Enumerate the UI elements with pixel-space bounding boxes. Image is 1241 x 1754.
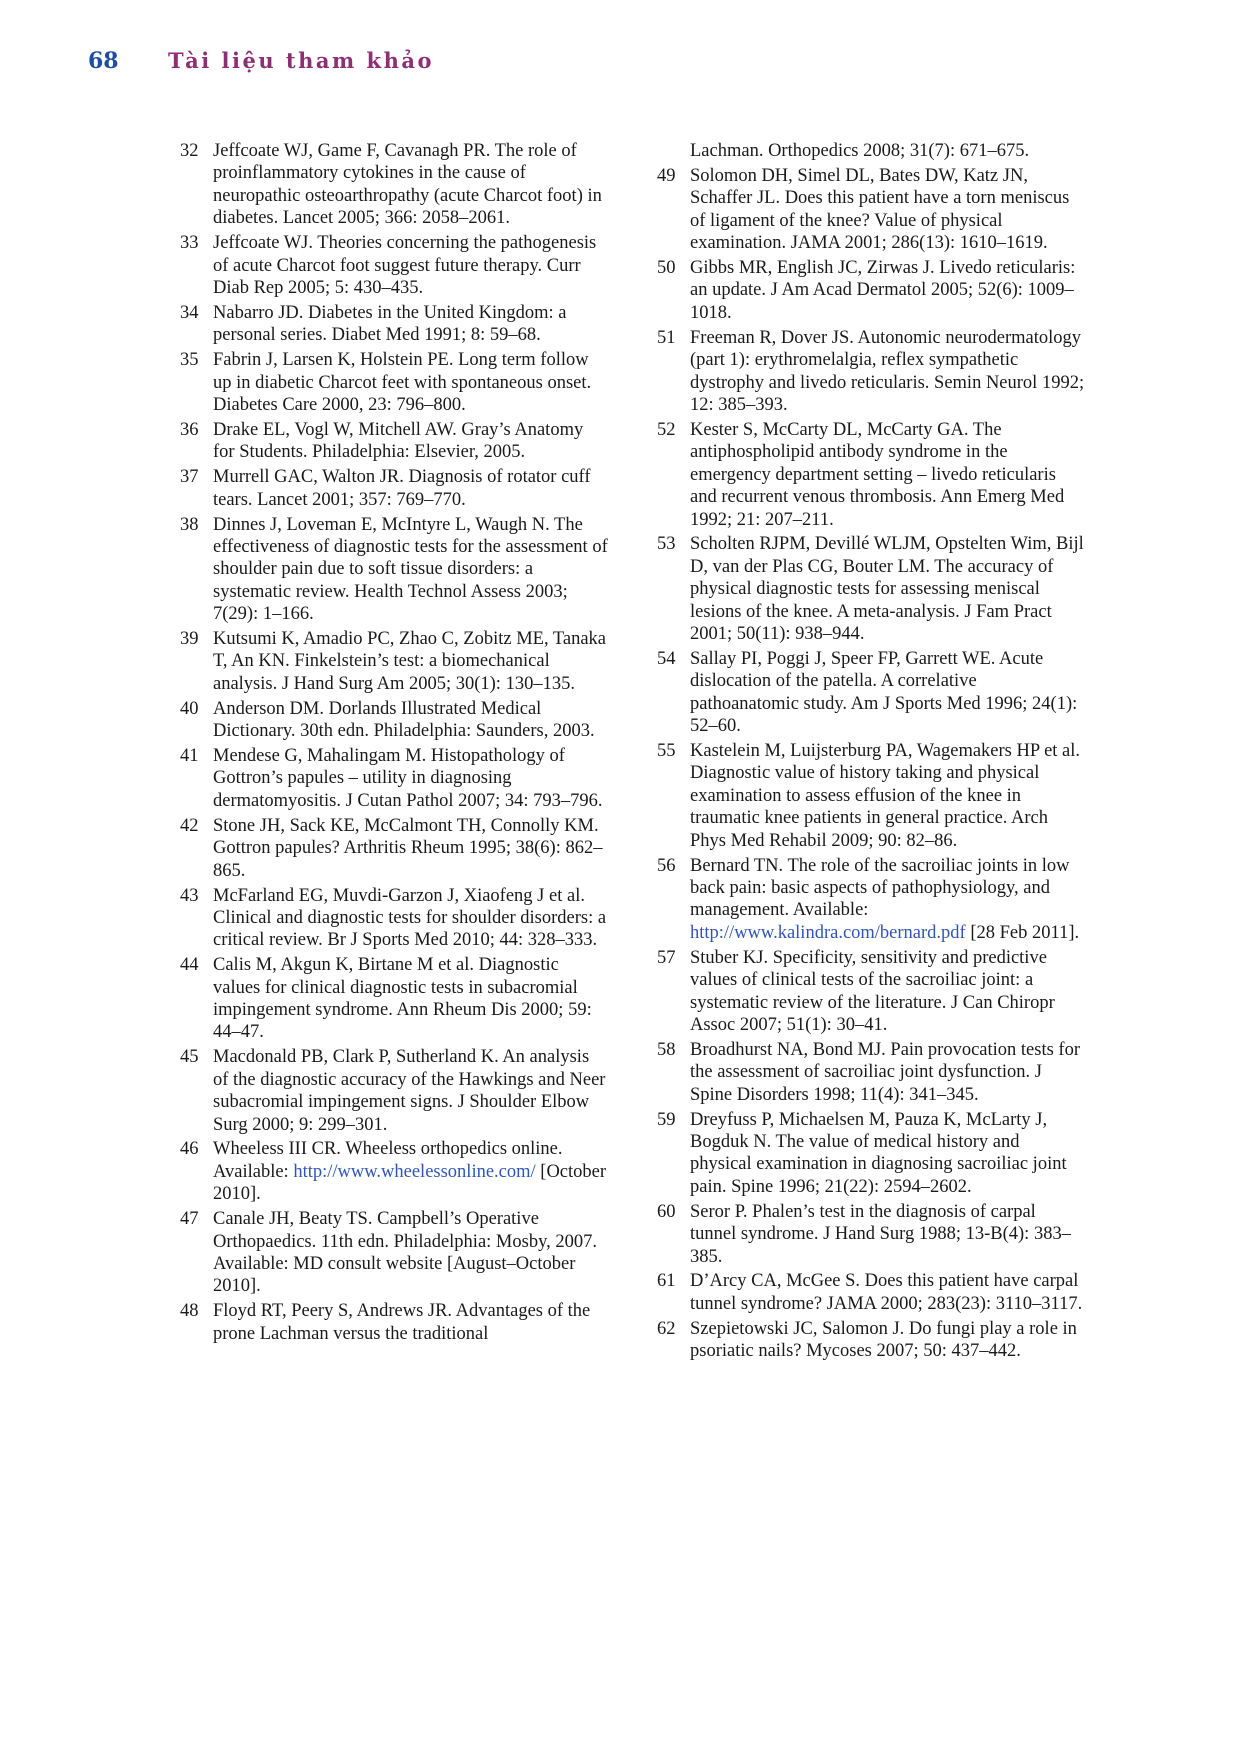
reference-text: McFarland EG, Muvdi-Garzon J, Xiaofeng J et al. Clinical and diagnostic tests for shoulder disorders: a critical review. Br J Sports Med 2010; 44: 328–333. [213, 885, 607, 951]
reference-item [655, 740, 1085, 852]
reference-number: 48 [180, 1301, 199, 1322]
reference-item [178, 745, 608, 812]
reference-item [655, 419, 1085, 531]
reference-text: Szepietowski JC, Salomon J. Do fungi play a role in psoriatic nails? Mycoses 2007; 50: 437–442. [690, 1318, 1077, 1362]
reference-text: Freeman R, Dover JS. Autonomic neurodermatology (part 1): erythromelalgia, reflex sympathetic dystrophy and livedo reticularis. Semin Neurol 1992; 12: 385–393. [690, 327, 1085, 415]
reference-number: 35 [180, 350, 199, 371]
reference-item [178, 1046, 608, 1136]
reference-number: 45 [180, 1047, 199, 1068]
reference-text: [28 Feb 2011]. [965, 922, 1080, 943]
reference-text: Anderson DM. Dorlands Illustrated Medical Dictionary. 30th edn. Philadelphia: Saunders, 2003. [213, 698, 595, 742]
reference-text: Scholten RJPM, Devillé WLJM, Opstelten Wim, Bijl D, van der Plas CG, Bouter LM. The accuracy of physical diagnostic tests for assessing meniscal lesions of the knee. A meta-analysis. J Fam Pract 2001; 50(11): 938–944. [690, 534, 1084, 645]
reference-text: Kutsumi K, Amadio PC, Zhao C, Zobitz ME, Tanaka T, An KN. Finkelstein’s test: a biomechanical analysis. J Hand Surg Am 2005; 30(1): 130–135. [213, 629, 606, 694]
reference-item [655, 947, 1085, 1037]
reference-text: Bernard TN. The role of the sacroiliac joints in low back pain: basic aspects of pathophysiology, and management. Available: [690, 855, 1070, 921]
reference-item [655, 1109, 1085, 1199]
reference-text: Nabarro JD. Diabetes in the United Kingdom: a personal series. Diabet Med 1991; 8: 59–68. [213, 302, 567, 346]
reference-item [655, 1318, 1085, 1363]
reference-text: Seror P. Phalen’s test in the diagnosis of carpal tunnel syndrome. J Hand Surg 1988; 13-B(4): 383–385. [690, 1201, 1071, 1267]
reference-item [178, 1208, 608, 1298]
reference-text: Solomon DH, Simel DL, Bates DW, Katz JN, Schaffer JL. Does this patient have a torn meniscus of ligament of the knee? Value of physical examination. JAMA 2001; 286(13): 1610–1619. [690, 165, 1070, 254]
reference-text: Stuber KJ. Specificity, sensitivity and predictive values of clinical tests of the sacroiliac joint: a systematic review of the literature. J Can Chiropr Assoc 2007; 51(1): 30–41. [690, 947, 1055, 1035]
reference-item [655, 1201, 1085, 1268]
reference-text: Kester S, McCarty DL, McCarty GA. The antiphospholipid antibody syndrome in the emergency department setting – livedo reticularis and recurrent venous thrombosis. Ann Emerg Med 1992; 21: 207–211. [690, 419, 1065, 530]
reference-item [655, 648, 1085, 738]
running-title: Tài liệu tham khảo [168, 48, 434, 73]
reference-number: 58 [657, 1039, 676, 1060]
reference-text: Mendese G, Mahalingam M. Histopathology of Gottron’s papules – utility in diagnosing dermatomyositis. J Cutan Pathol 2007; 34: 793–796. [213, 746, 603, 811]
reference-text: [October 2010]. [213, 1161, 607, 1205]
reference-number: 51 [657, 327, 676, 348]
reference-text: Jeffcoate WJ, Game F, Cavanagh PR. The role of proinflammatory cytokines in the cause of neuropathic osteoarthropathy (acute Charcot foot) in diabetes. Lancet 2005; 366: 2058–2061. [213, 141, 602, 229]
reference-number: 44 [180, 955, 199, 976]
reference-item [178, 349, 608, 416]
reference-item [178, 628, 608, 695]
reference-item [655, 165, 1085, 255]
reference-number: 43 [180, 885, 199, 906]
reference-item [178, 140, 608, 230]
reference-item [178, 698, 608, 743]
reference-number: 39 [180, 629, 199, 650]
reference-number: 41 [180, 746, 199, 767]
reference-text: Murrell GAC, Walton JR. Diagnosis of rotator cuff tears. Lancet 2001; 357: 769–770. [213, 467, 591, 510]
reference-item [178, 885, 608, 952]
reference-item [655, 1270, 1085, 1315]
reference-item [178, 514, 608, 626]
reference-item [178, 419, 608, 464]
reference-item [655, 140, 1085, 162]
reference-text: Broadhurst NA, Bond MJ. Pain provocation tests for the assessment of sacroiliac joint dysfunction. J Spine Disorders 1998; 11(4): 341–345. [690, 1039, 1081, 1105]
reference-item [655, 1039, 1085, 1106]
reference-text: Calis M, Akgun K, Birtane M et al. Diagnostic values for clinical diagnostic tests in subacromial impingement syndrome. Ann Rheum Dis 2000; 59: 44–47. [213, 955, 592, 1043]
reference-number: 49 [657, 165, 676, 186]
reference-item [178, 1138, 608, 1205]
reference-text: Stone JH, Sack KE, McCalmont TH, Connolly KM. Gottron papules? Arthritis Rheum 1995; 38(6): 862–865. [213, 815, 603, 881]
reference-number: 60 [657, 1201, 676, 1222]
reference-number: 57 [657, 947, 676, 968]
reference-item [178, 954, 608, 1044]
reference-link[interactable]: http://www.kalindra.com/bernard.pdf [690, 922, 966, 943]
reference-number: 42 [180, 815, 199, 836]
reference-text: Floyd RT, Peery S, Andrews JR. Advantages of the prone Lachman versus the traditional [213, 1301, 591, 1344]
reference-text: Fabrin J, Larsen K, Holstein PE. Long term follow up in diabetic Charcot feet with spontaneous onset. Diabetes Care 2000, 23: 796–800. [213, 350, 592, 415]
reference-number: 40 [180, 698, 199, 719]
reference-item [655, 257, 1085, 324]
reference-number: 33 [180, 233, 199, 254]
reference-item [655, 327, 1085, 417]
reference-number: 59 [657, 1109, 676, 1130]
page-number: 68 [88, 48, 119, 74]
reference-item [655, 855, 1085, 945]
reference-number: 47 [180, 1209, 199, 1230]
reference-number: 36 [180, 419, 199, 440]
reference-link[interactable]: http://www.wheelessonline.com/ [293, 1161, 536, 1182]
reference-text: Dinnes J, Loveman E, McIntyre L, Waugh N. The effectiveness of diagnostic tests for the assessment of shoulder pain due to soft tissue disorders: a systematic review. Health Technol Assess 2003; 7(29): 1–166. [213, 514, 608, 625]
reference-text: Macdonald PB, Clark P, Sutherland K. An analysis of the diagnostic accuracy of the Hawkings and Neer subacromial impingement signs. J Shoulder Elbow Surg 2000; 9: 299–301. [213, 1047, 606, 1135]
reference-number: 53 [657, 534, 676, 555]
reference-number: 62 [657, 1318, 676, 1339]
reference-number: 54 [657, 648, 676, 669]
reference-text: Drake EL, Vogl W, Mitchell AW. Gray’s Anatomy for Students. Philadelphia: Elsevier, 2005. [213, 419, 584, 463]
reference-text: Kastelein M, Luijsterburg PA, Wagemakers HP et al. Diagnostic value of history taking and physical examination to assess effusion of the knee in traumatic knee patients in general practice. Arch Phys Med Rehabil 2009; 90: 82–86. [690, 741, 1081, 851]
reference-number: 37 [180, 467, 199, 488]
reference-number: 38 [180, 514, 199, 535]
reference-item [178, 466, 608, 511]
reference-item [178, 815, 608, 882]
reference-number: 52 [657, 419, 676, 440]
reference-item [178, 302, 608, 347]
reference-text: Sallay PI, Poggi J, Speer FP, Garrett WE. Acute dislocation of the patella. A correlative pathoanatomic study. Am J Sports Med 1996; 24(1): 52–60. [690, 648, 1078, 737]
reference-item [178, 232, 608, 299]
reference-text: Jeffcoate WJ. Theories concerning the pathogenesis of acute Charcot foot suggest future therapy. Curr Diab Rep 2005; 5: 430–435. [213, 233, 597, 298]
references-column-right [655, 140, 1085, 1365]
page-header [88, 48, 434, 74]
reference-number: 46 [180, 1139, 199, 1160]
reference-number: 61 [657, 1271, 676, 1292]
reference-text: Lachman. Orthopedics 2008; 31(7): 671–675. [690, 141, 1030, 161]
reference-text: Canale JH, Beaty TS. Campbell’s Operative Orthopaedics. 11th edn. Philadelphia: Mosby, 2007. Available: MD consult website [August–October 2010]. [213, 1209, 597, 1297]
reference-text: Wheeless III CR. Wheeless orthopedics online. Available: [213, 1139, 563, 1182]
reference-item [178, 1300, 608, 1345]
reference-number: 34 [180, 302, 199, 323]
reference-number: 55 [657, 741, 676, 762]
reference-number: 56 [657, 855, 676, 876]
reference-number: 32 [180, 141, 199, 161]
reference-text: Dreyfuss P, Michaelsen M, Pauza K, McLarty J, Bogduk N. The value of medical history and physical examination in diagnosing sacroiliac joint pain. Spine 1996; 21(22): 2594–2602. [690, 1109, 1067, 1197]
reference-text: Gibbs MR, English JC, Zirwas J. Livedo reticularis: an update. J Am Acad Dermatol 2005; 52(6): 1009–1018. [690, 258, 1076, 323]
reference-item [655, 533, 1085, 645]
reference-number: 50 [657, 258, 676, 279]
reference-text: D’Arcy CA, McGee S. Does this patient have carpal tunnel syndrome? JAMA 2000; 283(23): 3110–3117. [690, 1271, 1083, 1314]
references-column-left [178, 140, 608, 1348]
